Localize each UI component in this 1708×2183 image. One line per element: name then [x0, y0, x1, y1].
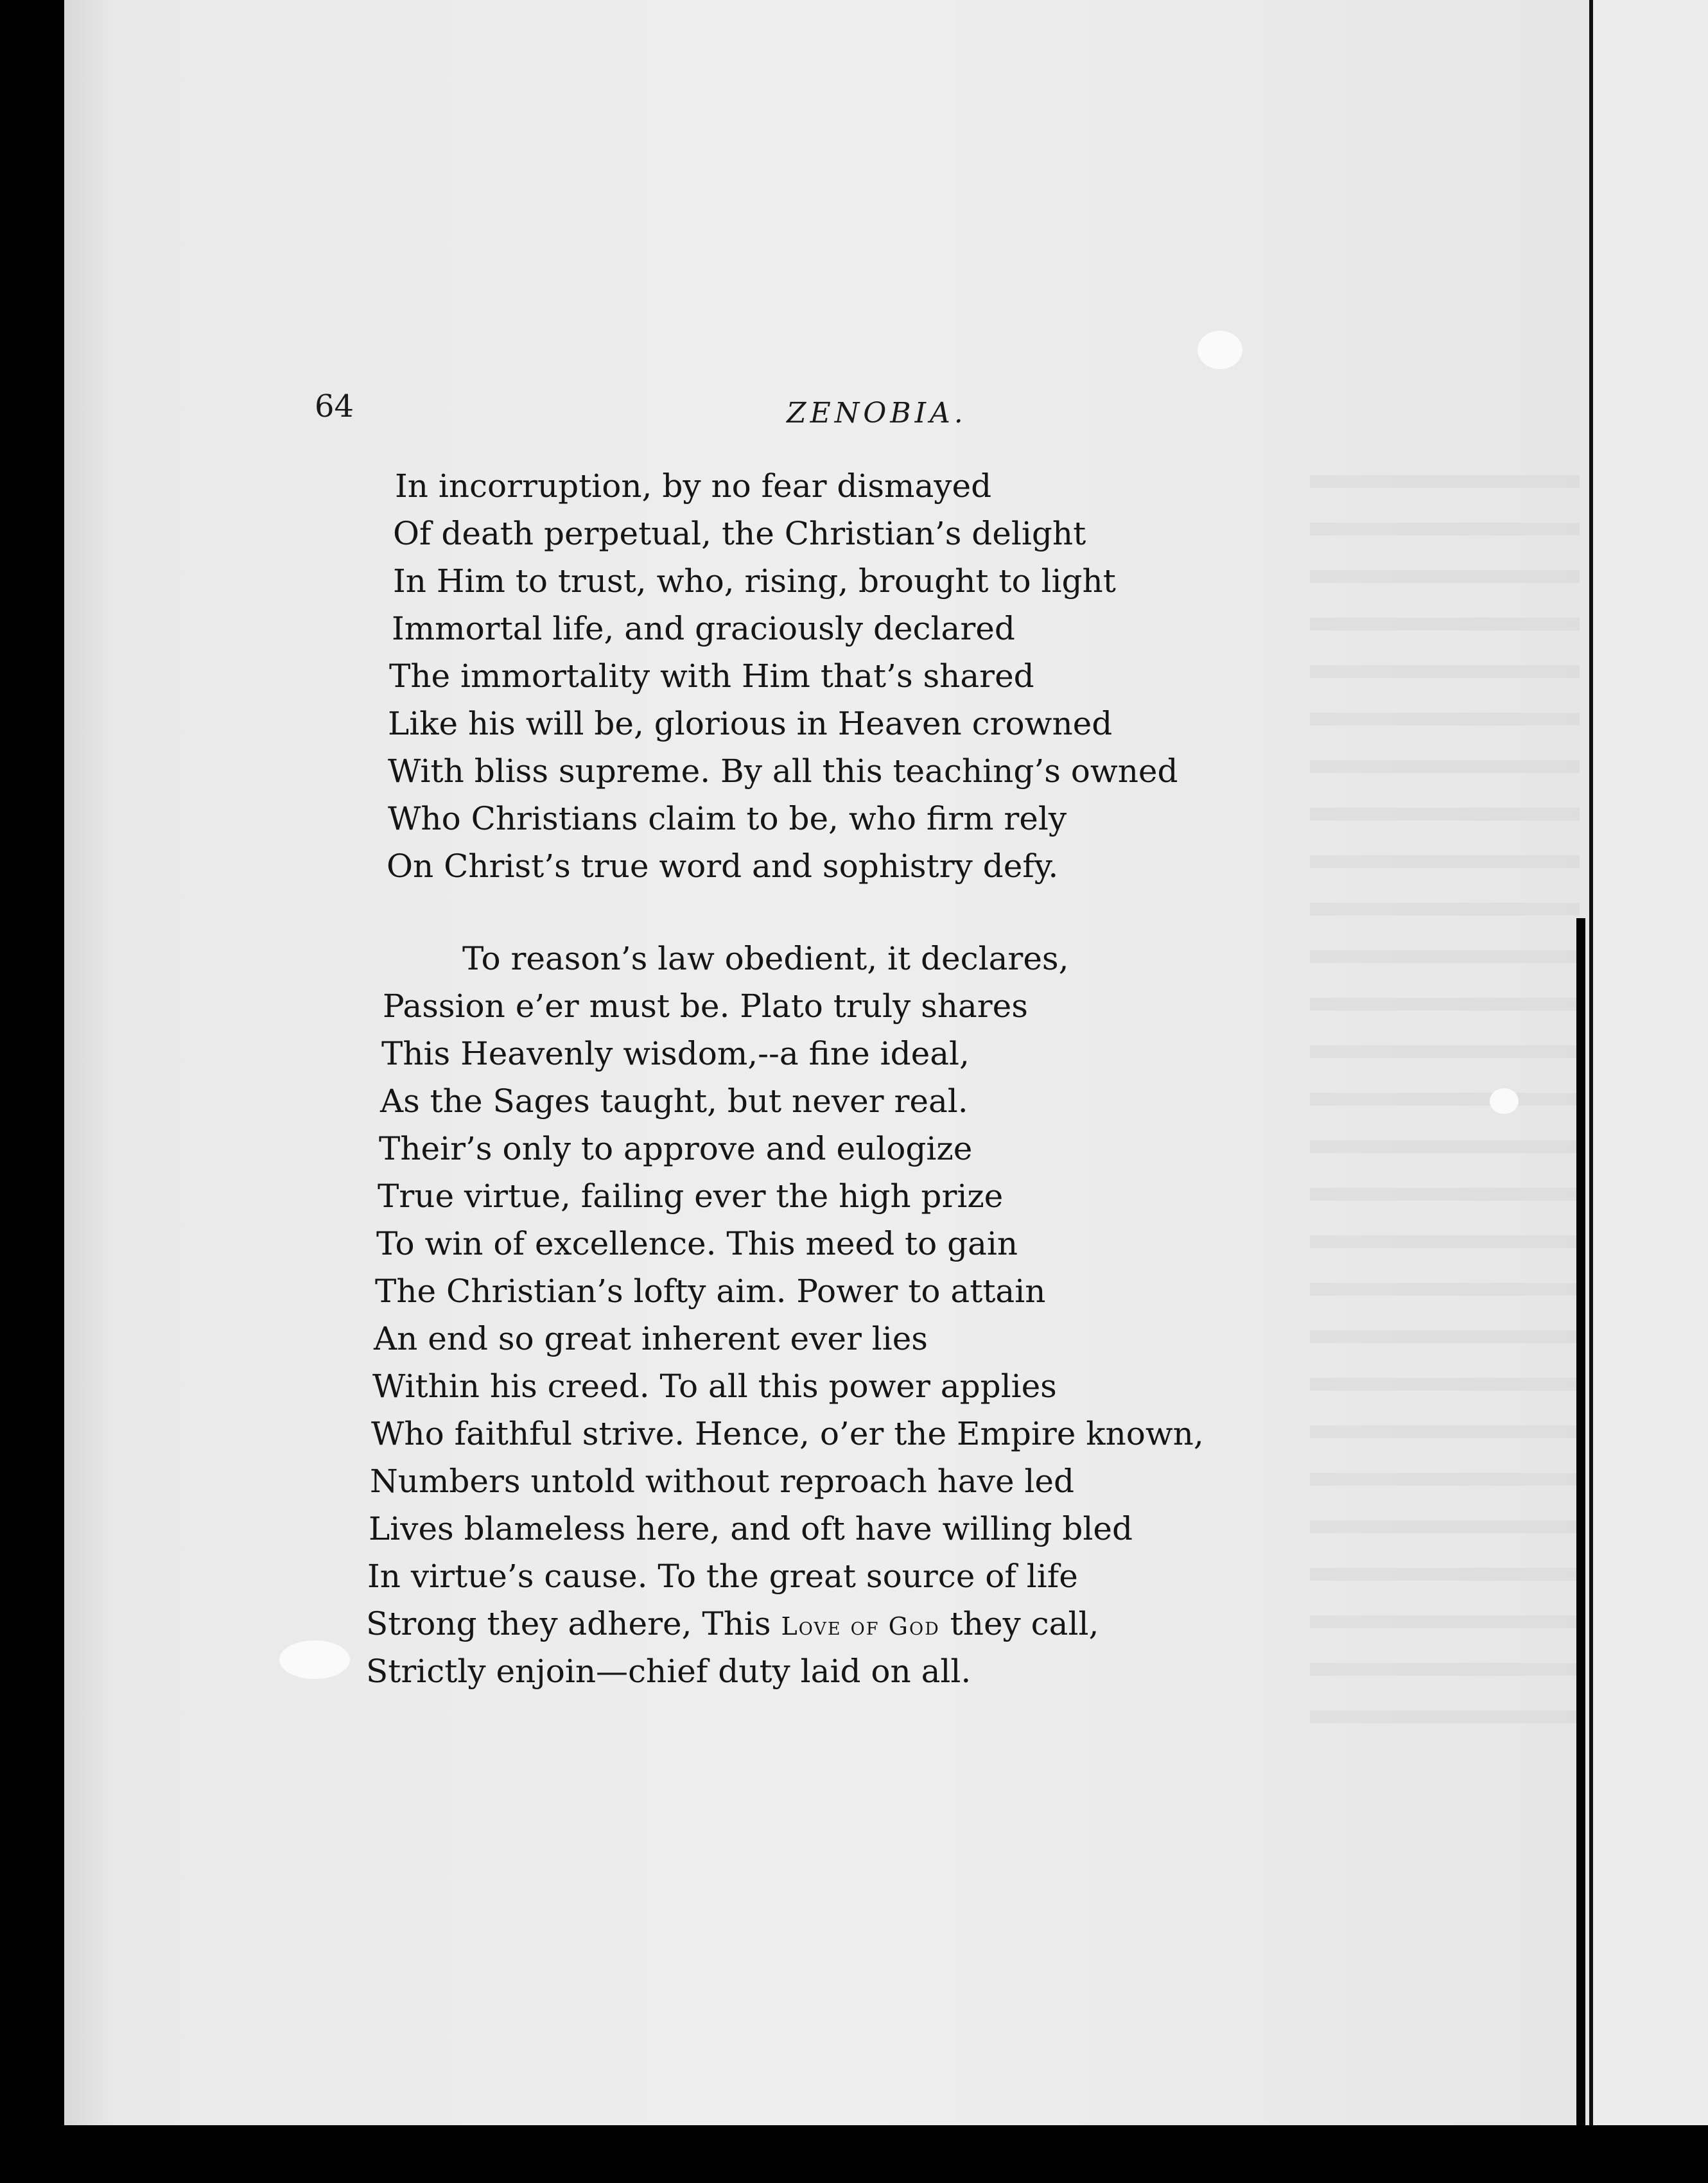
poem-line: On Christ’s true word and sophistry defy.	[387, 848, 1059, 885]
poem-line: Who faithful strive. Hence, o’er the Empire known,	[371, 1415, 1204, 1452]
poem-line: Numbers untold without reproach have led	[370, 1463, 1075, 1500]
poem-line: The immortality with Him that’s shared	[389, 657, 1034, 695]
poem-line: Like his will be, glorious in Heaven crowned	[388, 705, 1113, 742]
poem-line: Passion e’er must be. Plato truly shares	[383, 987, 1028, 1025]
paper-speck	[1490, 1088, 1519, 1114]
small-caps-text: Love of God	[781, 1612, 940, 1640]
scan-bottom-margin	[0, 2125, 1708, 2183]
facing-page-dark-edge	[1576, 918, 1585, 2125]
poem-line: This Heavenly wisdom,--a fine ideal,	[381, 1035, 970, 1072]
poem-line: An end so great inherent ever lies	[374, 1320, 928, 1357]
poem-line: In incorruption, by no fear dismayed	[395, 467, 992, 505]
running-head: ZENOBIA.	[787, 397, 967, 430]
poem-line: In Him to trust, who, rising, brought to light	[393, 562, 1116, 600]
show-through-text	[1310, 449, 1580, 1734]
poem-line: Strictly enjoin—chief duty laid on all.	[366, 1653, 972, 1690]
poem-line: Who Christians claim to be, who firm rely	[388, 800, 1067, 837]
page-number: 64	[315, 388, 354, 424]
poem-line: True virtue, failing ever the high prize	[378, 1178, 1004, 1215]
poem-line: To reason’s law obedient, it declares,	[462, 940, 1069, 977]
poem-line: To win of excellence. This meed to gain	[376, 1225, 1018, 1262]
poem-line: Lives blameless here, and oft have willing bled	[369, 1510, 1133, 1547]
paper-speck	[279, 1640, 350, 1679]
scan-left-margin	[0, 0, 64, 2183]
poem-line: Of death perpetual, the Christian’s delight	[393, 515, 1086, 552]
poem-line: Within his creed. To all this power applies	[372, 1368, 1057, 1405]
poem-line	[366, 1605, 1099, 1642]
poem-line: With bliss supreme. By all this teaching’s owned	[388, 752, 1178, 790]
paper-speck	[1198, 331, 1242, 369]
facing-page-strip	[1593, 0, 1708, 2125]
poem-line: In virtue’s cause. To the great source of life	[367, 1558, 1078, 1595]
poem-line: The Christian’s lofty aim. Power to attain	[375, 1273, 1046, 1310]
line-text: Strong they adhere, This	[366, 1605, 781, 1642]
poem-line: Immortal life, and graciously declared	[392, 610, 1015, 647]
line-text: they call,	[939, 1605, 1099, 1642]
poem-line: As the Sages taught, but never real.	[380, 1083, 968, 1120]
poem-line: Their’s only to approve and eulogize	[379, 1130, 973, 1167]
